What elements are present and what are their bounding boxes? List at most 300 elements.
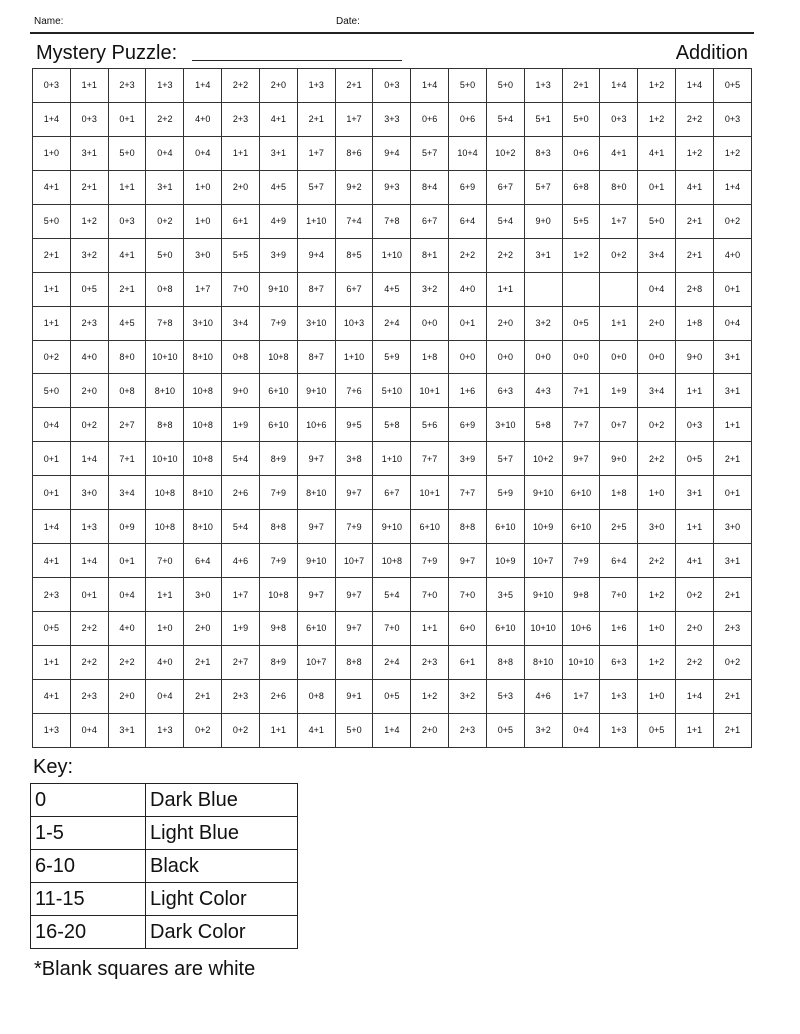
grid-cell: 9+4 — [373, 136, 411, 170]
grid-cell: 10+6 — [562, 612, 600, 646]
grid-cell: 10+10 — [562, 645, 600, 679]
grid-row — [33, 578, 752, 612]
grid-cell: 9+3 — [373, 170, 411, 204]
grid-cell: 9+10 — [524, 578, 562, 612]
grid-row — [33, 102, 752, 136]
date-label: Date: — [336, 16, 360, 27]
key-row — [31, 850, 298, 883]
grid-cell: 10+8 — [259, 340, 297, 374]
grid-cell: 0+2 — [713, 204, 751, 238]
grid-cell: 3+9 — [259, 238, 297, 272]
grid-cell: 3+5 — [486, 578, 524, 612]
grid-cell: 8+8 — [335, 645, 373, 679]
grid-cell: 3+10 — [486, 408, 524, 442]
grid-cell: 0+3 — [373, 69, 411, 103]
grid-cell: 3+4 — [638, 374, 676, 408]
grid-cell: 1+0 — [184, 204, 222, 238]
grid-cell: 1+8 — [600, 476, 638, 510]
grid-cell: 6+3 — [600, 645, 638, 679]
grid-row — [33, 476, 752, 510]
grid-cell: 8+10 — [184, 476, 222, 510]
grid-cell: 3+0 — [713, 510, 751, 544]
key-color: Dark Color — [146, 916, 298, 949]
grid-cell: 7+1 — [562, 374, 600, 408]
grid-cell: 1+3 — [33, 713, 71, 747]
grid-cell: 2+3 — [108, 69, 146, 103]
grid-cell: 1+2 — [638, 69, 676, 103]
grid-cell: 1+1 — [70, 69, 108, 103]
grid-cell: 7+0 — [449, 578, 487, 612]
grid-cell: 6+9 — [449, 408, 487, 442]
grid-cell: 9+7 — [297, 442, 335, 476]
grid-cell: 6+9 — [449, 170, 487, 204]
grid-cell: 0+5 — [638, 713, 676, 747]
grid-cell: 1+1 — [676, 713, 714, 747]
grid-cell: 4+1 — [33, 544, 71, 578]
grid-row — [33, 645, 752, 679]
grid-cell: 10+7 — [297, 645, 335, 679]
grid-cell: 3+4 — [638, 238, 676, 272]
grid-cell: 3+1 — [713, 544, 751, 578]
grid-cell: 4+1 — [638, 136, 676, 170]
grid-cell: 4+0 — [146, 645, 184, 679]
grid-row — [33, 408, 752, 442]
grid-cell: 2+0 — [222, 170, 260, 204]
grid-cell: 8+8 — [449, 510, 487, 544]
grid-cell: 0+0 — [600, 340, 638, 374]
grid-cell: 10+8 — [146, 510, 184, 544]
grid-cell: 2+2 — [108, 645, 146, 679]
grid-cell: 0+4 — [146, 679, 184, 713]
grid-cell: 2+2 — [676, 102, 714, 136]
grid-cell: 4+5 — [108, 306, 146, 340]
grid-cell: 2+5 — [600, 510, 638, 544]
grid-cell: 9+1 — [335, 679, 373, 713]
grid-cell: 2+0 — [259, 69, 297, 103]
grid-cell: 1+3 — [600, 713, 638, 747]
grid-cell: 9+8 — [562, 578, 600, 612]
header-line — [30, 12, 754, 34]
grid-cell: 5+4 — [486, 204, 524, 238]
grid-row — [33, 544, 752, 578]
grid-cell: 9+7 — [297, 510, 335, 544]
grid-cell: 0+5 — [373, 679, 411, 713]
grid-cell: 4+9 — [259, 204, 297, 238]
grid-cell: 1+2 — [411, 679, 449, 713]
grid-cell: 8+7 — [297, 272, 335, 306]
puzzle-type-label: Addition — [675, 42, 748, 64]
grid-cell: 4+1 — [33, 170, 71, 204]
grid-cell: 2+1 — [70, 170, 108, 204]
grid-cell: 1+2 — [638, 578, 676, 612]
grid-cell: 4+1 — [33, 679, 71, 713]
grid-cell: 8+8 — [259, 510, 297, 544]
grid-row — [33, 679, 752, 713]
grid-cell: 2+1 — [297, 102, 335, 136]
grid-cell: 0+4 — [70, 713, 108, 747]
grid-cell: 1+6 — [600, 612, 638, 646]
grid-cell: 2+0 — [638, 306, 676, 340]
grid-cell: 5+0 — [486, 69, 524, 103]
grid-row — [33, 340, 752, 374]
grid-cell: 10+8 — [259, 578, 297, 612]
grid-cell: 1+2 — [638, 102, 676, 136]
grid-cell: 8+9 — [259, 645, 297, 679]
grid-cell: 0+3 — [108, 204, 146, 238]
grid-cell: 2+4 — [373, 645, 411, 679]
grid-cell: 1+4 — [184, 69, 222, 103]
grid-cell: 2+1 — [713, 679, 751, 713]
grid-cell: 2+7 — [108, 408, 146, 442]
name-label: Name: — [34, 16, 64, 27]
grid-cell: 3+4 — [108, 476, 146, 510]
grid-cell: 0+1 — [638, 170, 676, 204]
grid-cell: 8+10 — [297, 476, 335, 510]
grid-cell: 9+8 — [259, 612, 297, 646]
grid-cell: 3+0 — [184, 238, 222, 272]
grid-cell: 5+4 — [222, 510, 260, 544]
grid-cell: 10+9 — [524, 510, 562, 544]
grid-cell: 9+0 — [676, 340, 714, 374]
grid-cell: 7+0 — [146, 544, 184, 578]
grid-cell: 0+2 — [70, 408, 108, 442]
grid-cell: 6+10 — [411, 510, 449, 544]
grid-cell: 5+5 — [222, 238, 260, 272]
grid-cell: 0+3 — [33, 69, 71, 103]
grid-cell: 7+8 — [146, 306, 184, 340]
grid-cell: 7+7 — [449, 476, 487, 510]
grid-cell: 2+6 — [222, 476, 260, 510]
grid-cell: 7+7 — [411, 442, 449, 476]
grid-cell: 8+10 — [524, 645, 562, 679]
grid-cell: 5+3 — [486, 679, 524, 713]
grid-cell: 5+4 — [373, 578, 411, 612]
grid-cell: 0+6 — [411, 102, 449, 136]
grid-cell: 3+3 — [373, 102, 411, 136]
grid-cell: 1+1 — [411, 612, 449, 646]
grid-cell: 1+3 — [146, 713, 184, 747]
grid-cell: 9+0 — [222, 374, 260, 408]
grid-cell: 2+0 — [70, 374, 108, 408]
grid-cell: 9+0 — [524, 204, 562, 238]
grid-cell: 2+2 — [146, 102, 184, 136]
grid-cell: 2+3 — [713, 612, 751, 646]
title-row — [30, 40, 754, 68]
grid-cell: 1+9 — [222, 408, 260, 442]
grid-cell: 1+10 — [335, 340, 373, 374]
grid-cell: 1+4 — [70, 544, 108, 578]
grid-cell: 2+4 — [373, 306, 411, 340]
grid-cell: 3+0 — [638, 510, 676, 544]
grid-cell: 10+2 — [486, 136, 524, 170]
grid-cell: 9+10 — [297, 544, 335, 578]
key-color: Dark Blue — [146, 784, 298, 817]
grid-cell: 6+10 — [259, 408, 297, 442]
grid-cell: 1+3 — [146, 69, 184, 103]
grid-cell: 1+2 — [638, 645, 676, 679]
grid-cell: 2+0 — [411, 713, 449, 747]
grid-cell: 2+3 — [411, 645, 449, 679]
grid-cell: 1+4 — [33, 102, 71, 136]
key-range: 6-10 — [31, 850, 146, 883]
grid-cell: 6+7 — [411, 204, 449, 238]
grid-cell: 5+6 — [411, 408, 449, 442]
grid-cell: 0+4 — [562, 713, 600, 747]
puzzle-grid — [32, 68, 752, 748]
grid-cell: 2+3 — [222, 102, 260, 136]
grid-cell: 1+8 — [411, 340, 449, 374]
grid-row — [33, 612, 752, 646]
grid-cell: 1+3 — [297, 69, 335, 103]
grid-cell: 0+0 — [638, 340, 676, 374]
grid-cell: 9+10 — [297, 374, 335, 408]
grid-cell: 7+0 — [600, 578, 638, 612]
grid-cell: 2+0 — [184, 612, 222, 646]
grid-cell: 3+0 — [70, 476, 108, 510]
grid-cell: 9+4 — [297, 238, 335, 272]
grid-cell: 0+2 — [676, 578, 714, 612]
grid-cell: 8+3 — [524, 136, 562, 170]
grid-cell: 5+1 — [524, 102, 562, 136]
grid-cell: 0+1 — [33, 476, 71, 510]
grid-cell: 3+4 — [222, 306, 260, 340]
grid-cell: 5+9 — [486, 476, 524, 510]
grid-cell: 0+2 — [638, 408, 676, 442]
grid-cell: 1+2 — [713, 136, 751, 170]
grid-cell: 4+1 — [600, 136, 638, 170]
grid-cell: 9+10 — [259, 272, 297, 306]
grid-cell: 10+8 — [184, 408, 222, 442]
grid-cell: 3+1 — [713, 374, 751, 408]
grid-cell: 10+10 — [524, 612, 562, 646]
grid-cell: 0+3 — [600, 102, 638, 136]
grid-cell: 1+1 — [486, 272, 524, 306]
grid-cell: 8+10 — [184, 340, 222, 374]
grid-cell: 1+10 — [297, 204, 335, 238]
grid-cell: 0+0 — [562, 340, 600, 374]
grid-cell: 1+4 — [411, 69, 449, 103]
grid-cell: 0+1 — [33, 442, 71, 476]
grid-cell: 10+1 — [411, 374, 449, 408]
grid-cell: 2+2 — [638, 442, 676, 476]
grid-cell: 2+3 — [70, 679, 108, 713]
grid-cell: 0+6 — [562, 136, 600, 170]
grid-cell: 7+0 — [411, 578, 449, 612]
grid-cell: 2+2 — [449, 238, 487, 272]
grid-cell: 0+1 — [713, 476, 751, 510]
grid-cell: 6+10 — [297, 612, 335, 646]
grid-cell: 1+7 — [600, 204, 638, 238]
grid-cell: 5+0 — [335, 713, 373, 747]
grid-cell: 1+1 — [146, 578, 184, 612]
grid-cell: 0+4 — [108, 578, 146, 612]
grid-cell: 1+1 — [676, 374, 714, 408]
grid-cell: 1+1 — [676, 510, 714, 544]
grid-cell: 10+4 — [449, 136, 487, 170]
grid-cell: 5+5 — [562, 204, 600, 238]
grid-row — [33, 713, 752, 747]
grid-cell: 9+0 — [600, 442, 638, 476]
grid-cell: 8+9 — [259, 442, 297, 476]
grid-row — [33, 136, 752, 170]
grid-cell: 6+10 — [259, 374, 297, 408]
grid-cell: 1+2 — [70, 204, 108, 238]
grid-cell: 8+10 — [184, 510, 222, 544]
grid-cell: 5+7 — [524, 170, 562, 204]
grid-cell: 4+0 — [449, 272, 487, 306]
grid-cell: 0+2 — [33, 340, 71, 374]
grid-cell: 3+2 — [70, 238, 108, 272]
grid-cell: 1+1 — [33, 272, 71, 306]
grid-cell: 4+0 — [70, 340, 108, 374]
grid-cell: 4+5 — [373, 272, 411, 306]
grid-cell: 2+0 — [486, 306, 524, 340]
grid-cell: 7+9 — [562, 544, 600, 578]
grid-cell: 5+7 — [486, 442, 524, 476]
grid-cell: 2+3 — [222, 679, 260, 713]
grid-cell: 0+4 — [713, 306, 751, 340]
grid-cell: 2+3 — [449, 713, 487, 747]
grid-row — [33, 272, 752, 306]
grid-cell: 3+9 — [449, 442, 487, 476]
grid-cell: 8+1 — [411, 238, 449, 272]
grid-cell: 0+3 — [713, 102, 751, 136]
grid-cell: 0+4 — [638, 272, 676, 306]
grid-cell: 0+2 — [146, 204, 184, 238]
grid-cell: 4+0 — [108, 612, 146, 646]
key-color: Light Blue — [146, 817, 298, 850]
grid-cell: 10+7 — [335, 544, 373, 578]
grid-cell: 8+6 — [335, 136, 373, 170]
grid-cell: 6+7 — [373, 476, 411, 510]
grid-cell: 4+1 — [259, 102, 297, 136]
grid-cell: 2+0 — [108, 679, 146, 713]
key-range: 0 — [31, 784, 146, 817]
grid-cell: 2+1 — [713, 713, 751, 747]
grid-cell: 6+0 — [449, 612, 487, 646]
grid-cell: 1+1 — [108, 170, 146, 204]
grid-cell: 4+3 — [524, 374, 562, 408]
grid-cell: 1+0 — [638, 476, 676, 510]
grid-cell: 2+6 — [259, 679, 297, 713]
grid-cell: 4+1 — [676, 544, 714, 578]
grid-cell: 10+8 — [146, 476, 184, 510]
grid-cell: 5+4 — [222, 442, 260, 476]
grid-cell: 1+3 — [524, 69, 562, 103]
grid-cell: 10+10 — [146, 340, 184, 374]
grid-cell: 9+7 — [335, 612, 373, 646]
grid-cell: 2+1 — [108, 272, 146, 306]
grid-cell: 1+1 — [222, 136, 260, 170]
grid-cell: 0+0 — [449, 340, 487, 374]
grid-cell: 0+4 — [184, 136, 222, 170]
grid-cell: 7+9 — [335, 510, 373, 544]
grid-cell: 1+8 — [676, 306, 714, 340]
key-row — [31, 784, 298, 817]
grid-cell: 7+6 — [335, 374, 373, 408]
grid-row — [33, 510, 752, 544]
grid-cell: 10+8 — [373, 544, 411, 578]
grid-cell: 6+4 — [184, 544, 222, 578]
key-row — [31, 817, 298, 850]
key-color: Black — [146, 850, 298, 883]
grid-cell: 2+2 — [70, 612, 108, 646]
grid-cell: 2+1 — [562, 69, 600, 103]
grid-cell: 4+6 — [222, 544, 260, 578]
grid-cell: 0+3 — [676, 408, 714, 442]
grid-cell: 2+0 — [676, 612, 714, 646]
grid-cell: 6+4 — [449, 204, 487, 238]
grid-cell: 4+5 — [259, 170, 297, 204]
grid-cell: 1+10 — [373, 442, 411, 476]
grid-row — [33, 442, 752, 476]
grid-cell: 7+4 — [335, 204, 373, 238]
grid-cell: 2+2 — [486, 238, 524, 272]
grid-cell: 1+4 — [600, 69, 638, 103]
grid-cell: 0+6 — [449, 102, 487, 136]
grid-cell: 5+0 — [449, 69, 487, 103]
grid-cell: 8+0 — [600, 170, 638, 204]
grid-cell: 3+2 — [411, 272, 449, 306]
grid-cell: 3+1 — [524, 238, 562, 272]
grid-cell: 3+1 — [259, 136, 297, 170]
grid-cell: 5+7 — [411, 136, 449, 170]
grid-cell: 5+0 — [33, 204, 71, 238]
grid-cell — [600, 272, 638, 306]
grid-cell: 8+7 — [297, 340, 335, 374]
grid-cell: 6+7 — [335, 272, 373, 306]
grid-cell: 10+8 — [184, 374, 222, 408]
grid-cell: 4+1 — [676, 170, 714, 204]
grid-cell: 3+10 — [297, 306, 335, 340]
grid-cell: 7+9 — [259, 306, 297, 340]
grid-cell: 5+0 — [108, 136, 146, 170]
key-range: 11-15 — [31, 883, 146, 916]
grid-cell: 5+10 — [373, 374, 411, 408]
grid-cell: 1+1 — [33, 645, 71, 679]
grid-cell: 5+0 — [146, 238, 184, 272]
grid-row — [33, 238, 752, 272]
grid-cell: 0+1 — [449, 306, 487, 340]
grid-cell: 10+1 — [411, 476, 449, 510]
grid-cell: 6+1 — [222, 204, 260, 238]
grid-cell: 2+1 — [676, 238, 714, 272]
grid-cell: 1+7 — [562, 679, 600, 713]
grid-cell: 3+1 — [108, 713, 146, 747]
grid-cell: 3+2 — [524, 713, 562, 747]
grid-cell: 5+0 — [638, 204, 676, 238]
grid-cell: 10+9 — [486, 544, 524, 578]
grid-cell: 2+2 — [70, 645, 108, 679]
grid-cell: 1+7 — [222, 578, 260, 612]
grid-cell: 1+7 — [184, 272, 222, 306]
grid-cell: 1+4 — [676, 679, 714, 713]
grid-cell: 6+10 — [562, 510, 600, 544]
grid-cell: 2+8 — [676, 272, 714, 306]
grid-cell: 9+10 — [524, 476, 562, 510]
grid-cell: 0+3 — [70, 102, 108, 136]
grid-cell: 4+1 — [297, 713, 335, 747]
grid-cell: 7+1 — [108, 442, 146, 476]
grid-cell: 3+1 — [70, 136, 108, 170]
grid-cell: 9+7 — [335, 476, 373, 510]
grid-cell: 4+1 — [108, 238, 146, 272]
grid-cell: 1+4 — [713, 170, 751, 204]
grid-cell: 9+10 — [373, 510, 411, 544]
grid-cell: 9+7 — [297, 578, 335, 612]
grid-cell: 2+3 — [70, 306, 108, 340]
grid-cell: 0+2 — [184, 713, 222, 747]
